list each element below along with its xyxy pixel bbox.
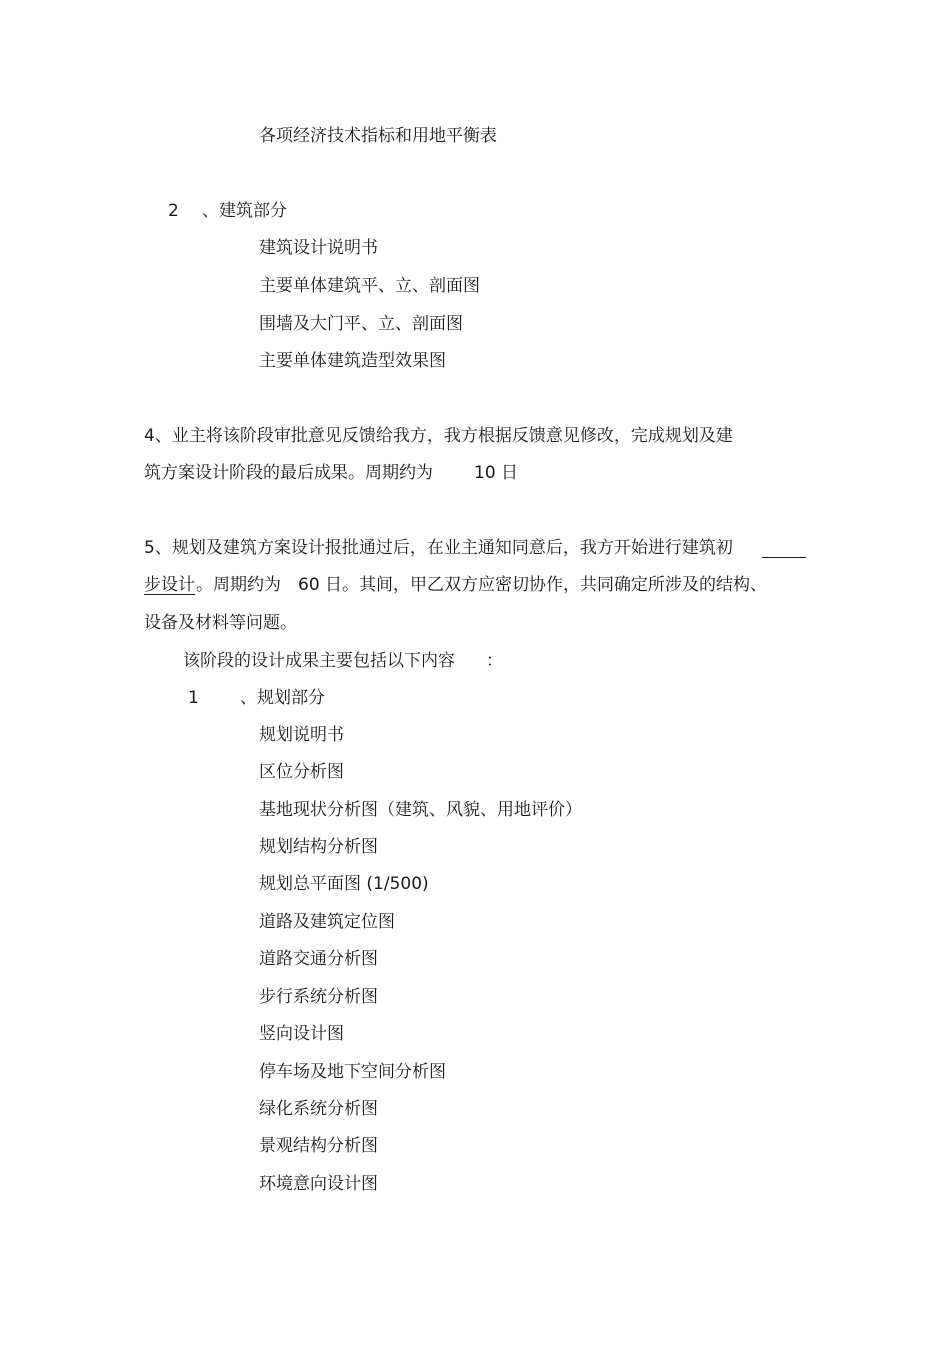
list-item: 竖向设计图 [259,1024,344,1044]
paragraph-line: 设备及材料等问题。 [144,613,297,633]
section-number: 1 [188,688,199,708]
list-item: 步行系统分析图 [259,987,378,1007]
paragraph-line: 4、业主将该阶段审批意见反馈给我方，我方根据反馈意见修改，完成规划及建 [144,426,733,446]
list-item: 景观结构分析图 [259,1136,378,1156]
intro-line: 该阶段的设计成果主要包括以下内容 [183,651,455,671]
list-item: 道路交通分析图 [259,949,378,969]
paragraph-line: 筑方案设计阶段的最后成果。周期约为 [144,463,433,483]
paragraph-line: 60 日。其间，甲乙双方应密切协作，共同确定所涉及的结构、 [298,575,768,595]
underlined-text: 步设计 [144,575,195,595]
list-item: 环境意向设计图 [259,1174,378,1194]
list-item: 各项经济技术指标和用地平衡表 [259,126,497,146]
paragraph-line: 5、规划及建筑方案设计报批通过后，在业主通知同意后，我方开始进行建筑初 [144,538,733,558]
underline-blank [762,557,806,558]
list-item: 停车场及地下空间分析图 [259,1062,446,1082]
paragraph-line: 10 日 [474,463,519,483]
list-item: 规划总平面图 (1/500) [259,874,429,894]
list-item: 建筑设计说明书 [259,238,378,258]
list-item: 道路及建筑定位图 [259,912,395,932]
intro-colon: ： [486,651,503,671]
list-item: 基地现状分析图（建筑、风貌、用地评价） [259,800,582,820]
section-heading: 、规划部分 [240,688,325,708]
paragraph-line: 。周期约为 [196,575,281,595]
list-item: 区位分析图 [259,762,344,782]
list-item: 围墙及大门平、立、剖面图 [259,314,463,334]
list-item: 规划结构分析图 [259,837,378,857]
list-item: 规划说明书 [259,725,344,745]
list-item: 主要单体建筑平、立、剖面图 [259,276,480,296]
list-item: 主要单体建筑造型效果图 [259,351,446,371]
section-heading: 、建筑部分 [202,201,287,221]
section-number: 2 [168,201,179,221]
list-item: 绿化系统分析图 [259,1099,378,1119]
